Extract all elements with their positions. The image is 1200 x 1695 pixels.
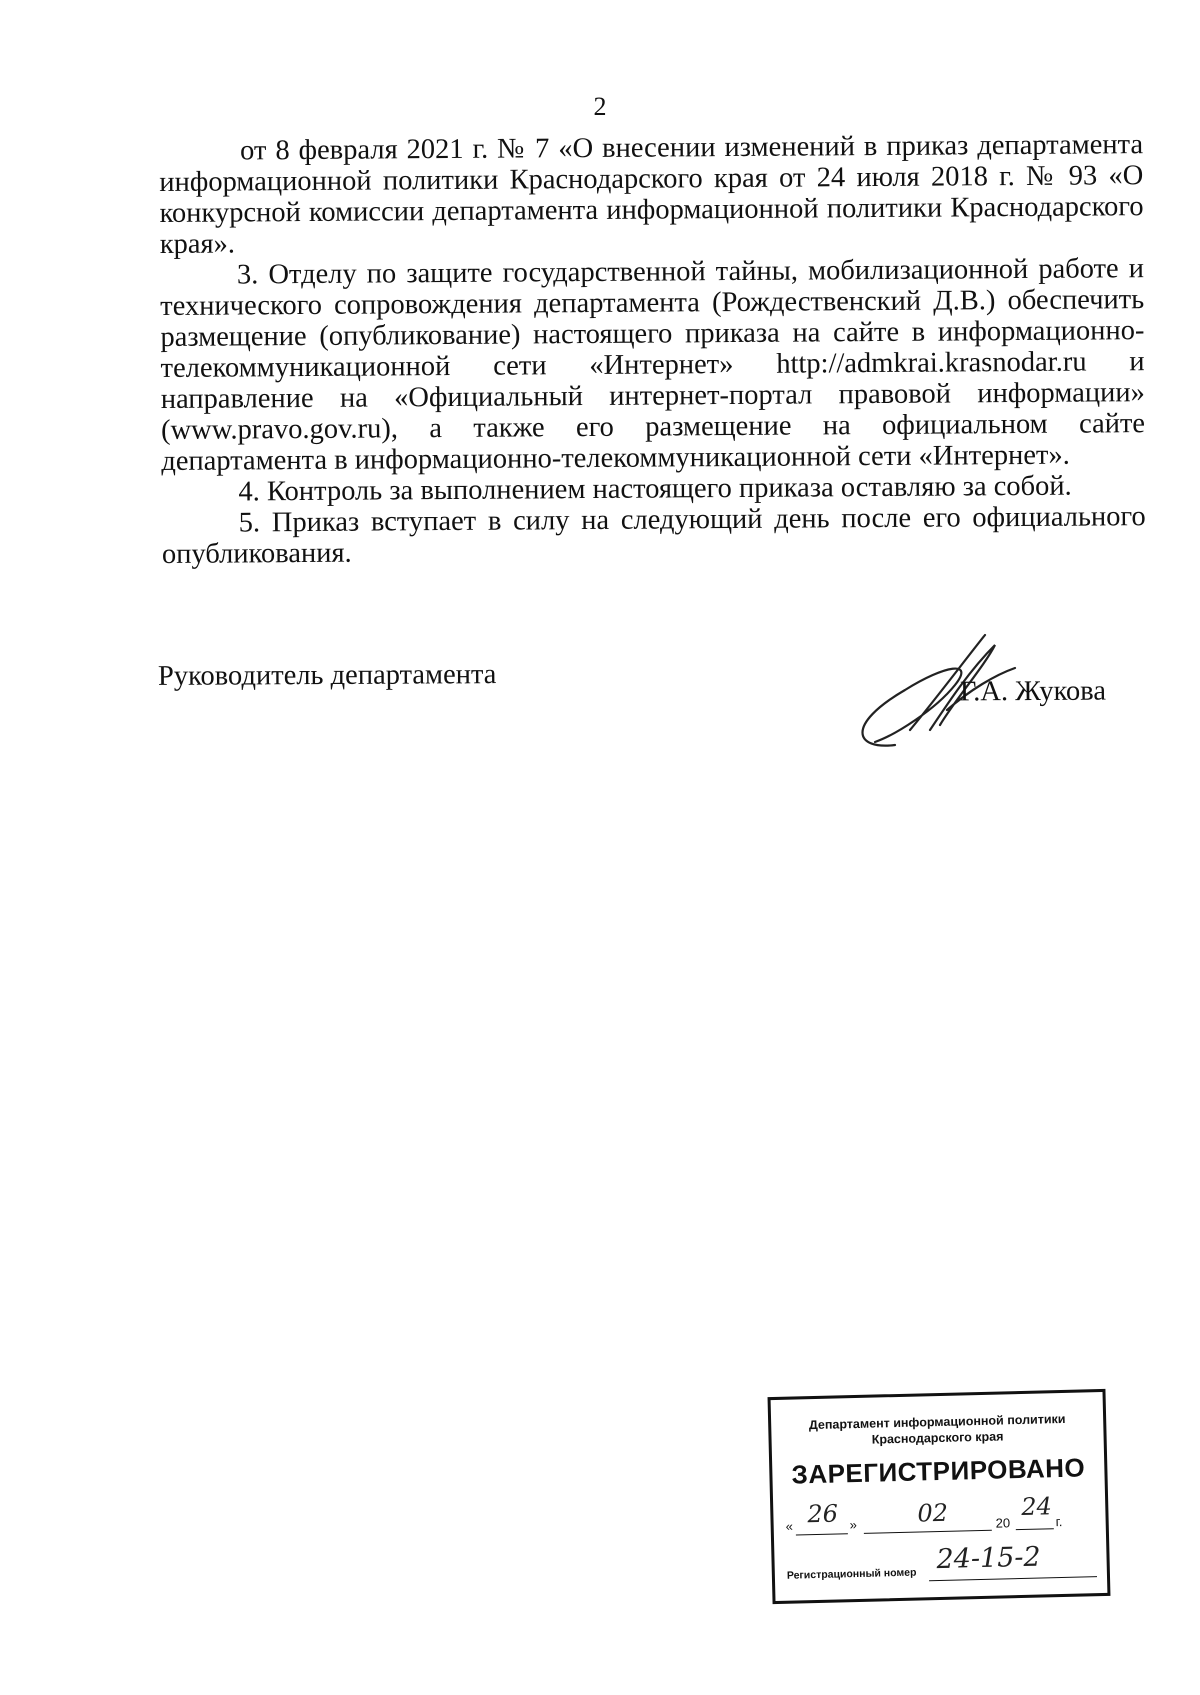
stamp-reg-row	[786, 1542, 1099, 1590]
stamp-date-row	[785, 1492, 1098, 1539]
quote-open: «	[785, 1518, 794, 1534]
stamp-registered: ЗАРЕГИСТРИРОВАНО	[791, 1452, 1086, 1490]
signer-title: Руководитель департамента	[157, 659, 497, 692]
registration-stamp	[768, 1389, 1111, 1604]
paragraph-continuation: от 8 февраля 2021 г. № 7 «О внесении изменений в приказ департамента информационной политики Краснодарского края от 24 июля 2018 г. № 93 «О конкурсной комиссии департамента информационной политики Краснодарского края».	[159, 129, 1144, 260]
quote-close: »	[849, 1517, 858, 1533]
paragraph-4: 4. Контроль за выполнением настоящего приказа оставляю за собой.	[238, 470, 1072, 508]
document-body	[159, 129, 1146, 570]
stamp-month: 02	[917, 1498, 949, 1528]
stamp-year-letter: г.	[1055, 1513, 1063, 1530]
stamp-day: 26	[807, 1499, 839, 1529]
page-number: 2	[593, 92, 607, 121]
paragraph-3: 3. Отделу по защите государственной тайны, мобилизационной работе и технического сопровождения департамента (Рождественский Д.В.) обеспечить размещение (опубликование) настоящего приказа на сайте в информационно-телекоммуникационной сети «Интернет» http://admkrai.krasnodar.ru и направление на «Официальный интернет-портал правовой информации» (www.pravo.gov.ru), а также его размещение на официальном сайте департамента в информационно-телекоммуникационной сети «Интернет».	[160, 253, 1146, 477]
paragraph-5: 5. Приказ вступает в силу на следующий день после его официального опубликования.	[161, 501, 1146, 570]
stamp-department: Департамент информационной политики Краснодарского края	[808, 1411, 1066, 1447]
stamp-reg-label: Регистрационный номер	[786, 1566, 917, 1582]
stamp-reg-number: 24-15-2	[936, 1541, 1042, 1576]
stamp-year-suffix: 24	[1020, 1492, 1053, 1521]
stamp-year-prefix: 20	[995, 1515, 1011, 1531]
signer-name: Г.А. Жукова	[959, 675, 1107, 708]
